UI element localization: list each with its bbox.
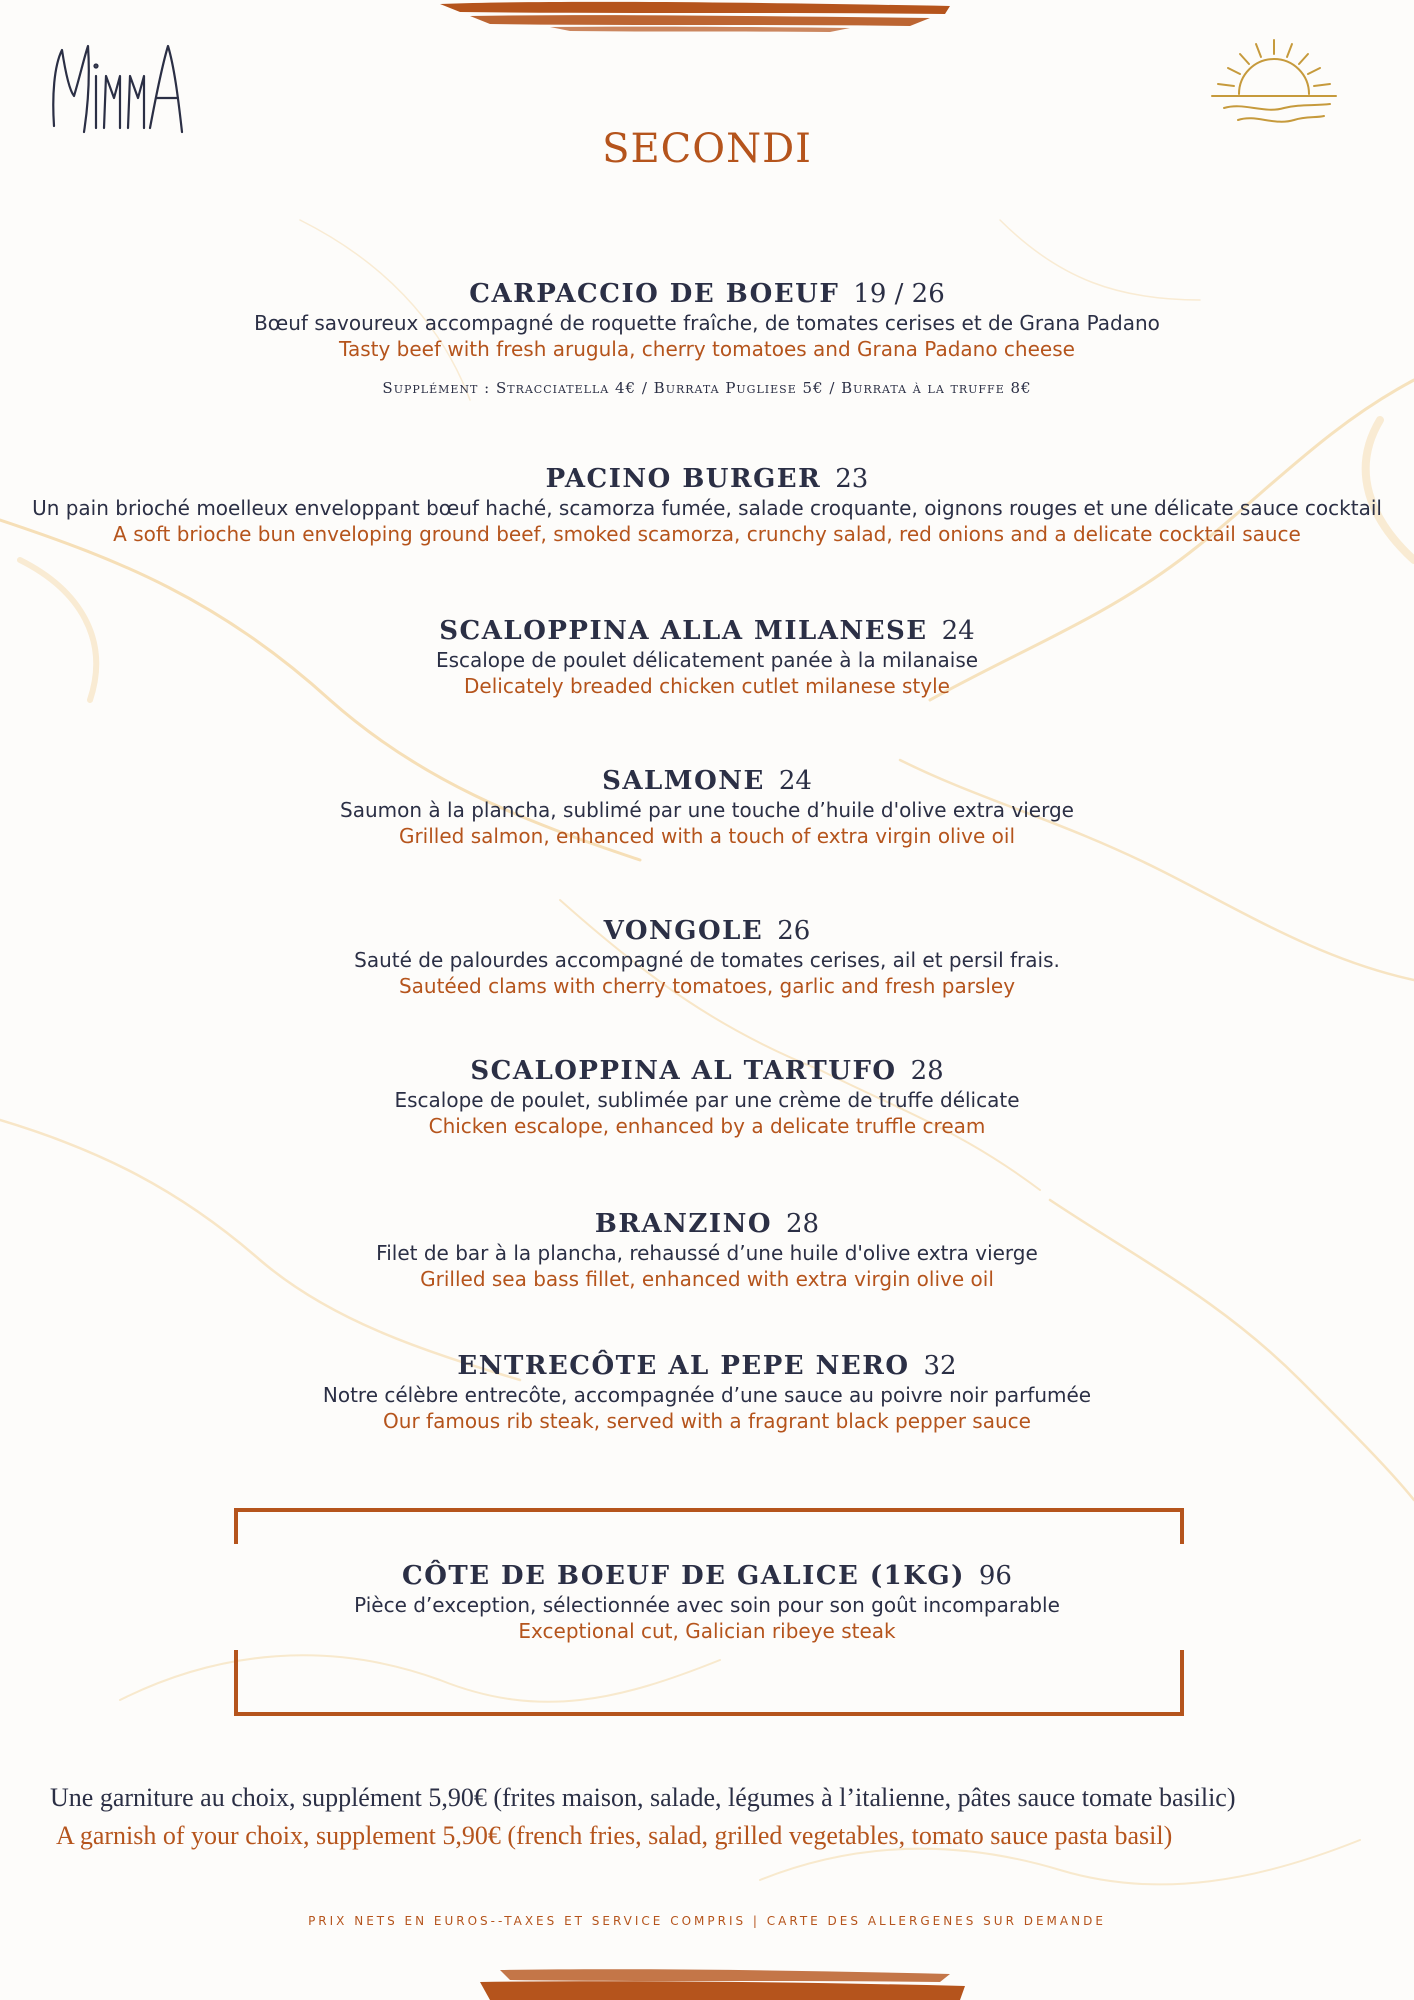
dish-description-fr: Sauté de palourdes accompagné de tomates cerises, ail et persil frais. (354, 948, 1060, 972)
dish-price: 24 (778, 766, 812, 796)
dish-scaloppina-tartufo (0, 1055, 1414, 1139)
dish-supplement: Supplément : Stracciatella 4€ / Burrata Pugliese 5€ / Burrata à la truffe 8€ (382, 379, 1032, 397)
dish-description-en: Sautéed clams with cherry tomatoes, garlic and fresh parsley (398, 974, 1016, 998)
dish-price: 24 (941, 616, 975, 646)
dish-description-en: Grilled salmon, enhanced with a touch of extra virgin olive oil (398, 824, 1016, 848)
dish-description-fr: Notre célèbre entrecôte, accompagnée d’une sauce au poivre noir parfumée (322, 1383, 1092, 1407)
dish-scaloppina-milanese (0, 615, 1414, 699)
dish-vongole (0, 915, 1414, 999)
dish-price: 96 (978, 1561, 1012, 1591)
dish-name: ENTRECÔTE AL PEPE NERO (457, 1351, 910, 1381)
dish-price: 23 (835, 464, 869, 494)
dish-cote-de-boeuf (0, 1560, 1414, 1644)
dish-name: PACINO BURGER (545, 464, 822, 494)
dish-description-en: A soft brioche bun enveloping ground beef, smoked scamorza, crunchy salad, red onions and a delicate cocktail sauce (113, 522, 1301, 546)
dish-price: 19 / 26 (853, 279, 945, 309)
dish-price: 32 (923, 1351, 957, 1381)
top-brush-stroke (430, 0, 960, 34)
garnish-note-en: A garnish of your choix, supplement 5,90€ (french fries, salad, grilled vegetables, tomato sauce pasta basil) (56, 1821, 1173, 1850)
footer-note: PRIX NETS EN EUROS--TAXES ET SERVICE COMPRIS | CARTE DES ALLERGENES SUR DEMANDE (308, 1914, 1106, 1928)
dish-description-fr: Escalope de poulet délicatement panée à la milanaise (435, 648, 979, 672)
dish-branzino (0, 1208, 1414, 1292)
dish-description-en: Tasty beef with fresh arugula, cherry tomatoes and Grana Padano cheese (339, 337, 1075, 361)
dish-description-en: Grilled sea bass fillet, enhanced with extra virgin olive oil (420, 1267, 994, 1291)
dish-description-fr: Un pain brioché moelleux enveloppant bœuf haché, scamorza fumée, salade croquante, oignons rouges et une délicate sauce cocktail (32, 496, 1382, 520)
dish-name: CARPACCIO DE BOEUF (469, 279, 840, 309)
dish-pacino-burger (0, 463, 1414, 547)
dish-salmone (0, 765, 1414, 849)
dish-description-fr: Saumon à la plancha, sublimé par une touche d’huile d'olive extra vierge (340, 798, 1074, 822)
dish-name: CÔTE DE BOEUF DE GALICE (1KG) (402, 1561, 965, 1591)
dish-name: SCALOPPINA ALLA MILANESE (439, 616, 928, 646)
dish-carpaccio (0, 278, 1414, 398)
page-title: SECONDI (602, 126, 812, 172)
bottom-brush-stroke (470, 1964, 970, 2000)
dish-name: SALMONE (602, 766, 765, 796)
dish-entrecote (0, 1350, 1414, 1434)
dish-description-fr: Filet de bar à la plancha, rehaussé d’une huile d'olive extra vierge (376, 1241, 1038, 1265)
mimma-logo (48, 36, 188, 140)
dish-price: 26 (777, 916, 811, 946)
dish-name: BRANZINO (594, 1209, 772, 1239)
dish-name: SCALOPPINA AL TARTUFO (470, 1056, 897, 1086)
dish-description-fr: Pièce d’exception, sélectionnée avec soin pour son goût incomparable (354, 1593, 1060, 1617)
dish-description-en: Our famous rib steak, served with a fragrant black pepper sauce (383, 1409, 1031, 1433)
garnish-note-fr: Une garniture au choix, supplément 5,90€ (frites maison, salade, légumes à l’italienne, pâtes sauce tomate basilic) (50, 1783, 1236, 1812)
dish-description-en: Exceptional cut, Galician ribeye steak (518, 1619, 896, 1643)
dish-description-en: Chicken escalope, enhanced by a delicate truffle cream (428, 1114, 986, 1138)
dish-description-en: Delicately breaded chicken cutlet milanese style (464, 674, 950, 698)
dish-name: VONGOLE (603, 916, 764, 946)
dish-description-fr: Escalope de poulet, sublimée par une crème de truffe délicate (394, 1088, 1020, 1112)
dish-price: 28 (910, 1056, 944, 1086)
dish-description-fr: Bœuf savoureux accompagné de roquette fraîche, de tomates cerises et de Grana Padano (254, 311, 1160, 335)
sun-over-waves-icon (1204, 34, 1344, 134)
dish-price: 28 (785, 1209, 820, 1239)
